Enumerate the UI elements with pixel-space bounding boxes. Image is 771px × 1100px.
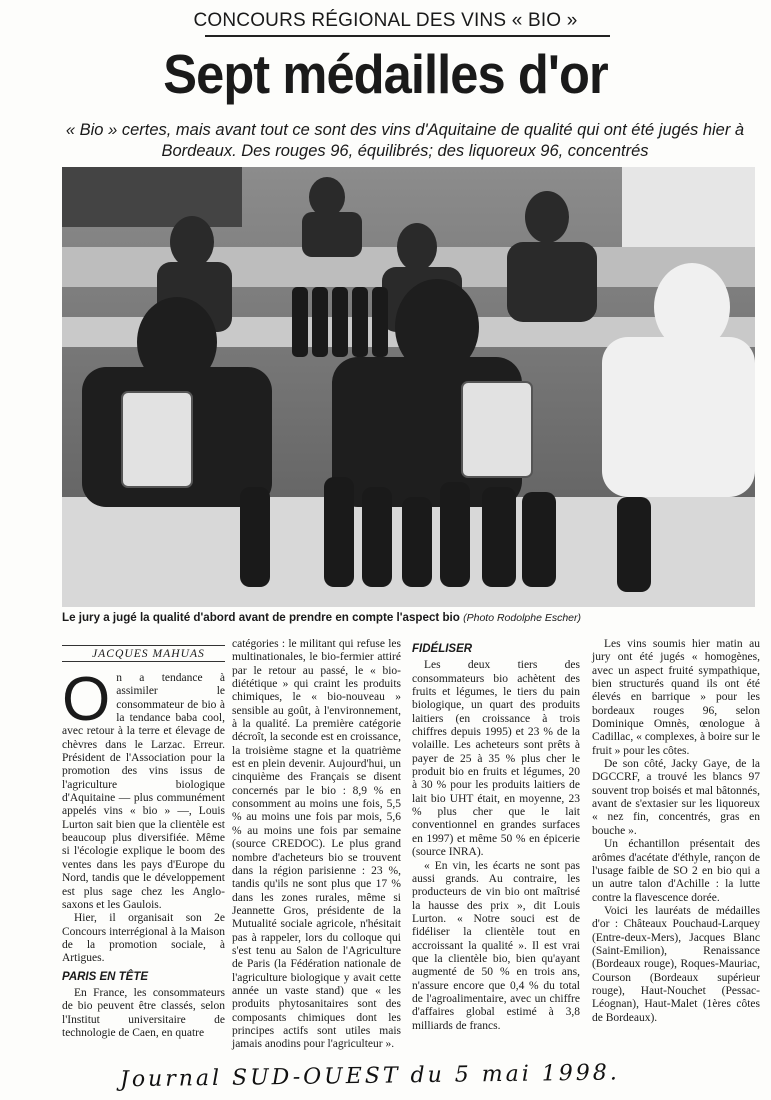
- kicker-rule: [205, 35, 610, 37]
- paragraph: Hier, il organisait son 2e Concours interrégional à la Maison de la promotion sociale, à Artigues.: [62, 912, 225, 965]
- photo-jury-tasting: [62, 167, 755, 607]
- byline: JACQUES MAHUAS: [62, 645, 225, 662]
- standfirst: « Bio » certes, mais avant tout ce sont des vins d'Aquitaine de qualité qui ont été jugés hier à Bordeaux. Des rouges 96, équilibrés; des liquoreux 96, concentrés: [65, 121, 745, 160]
- paragraph-long: En France, les consommateurs de bio peuvent être classés, selon l'Institut universitaire de technologie de Caen, en quatre: [62, 986, 225, 1039]
- column-1: [62, 665, 225, 1040]
- lead-paragraph: On a tendance à assimiler le consommateur de bio à la tendance baba cool, avec retour à la terre et élevage de chèvres dans le Larzac. Erreur. Président de l'Association pour la promotion des vins issus de l'agriculture biologique d'Aquitaine — plus communément appelés vins « bio » —, Louis Lurton sait bien que la clientèle est beaucoup plus diversifiée. Même si l'écologie explique le boom des ventes dans les pays d'Europe du Nord, tandis que le développement est plus sage chez les Anglo-saxons et les Gaulois.: [62, 665, 225, 911]
- photo-caption: [62, 611, 762, 624]
- headline: Sept médailles d'or: [163, 43, 608, 105]
- column-4: [592, 638, 760, 1025]
- column-2: [232, 638, 401, 1052]
- paragraph: De son côté, Jacky Gaye, de la DGCCRF, a trouvé les blancs 97 souvent trop boisés et mal bâtonnés, avant de s'extasier sur les liquoreux « nez fin, concentrés, gras en bouche ».: [592, 758, 760, 837]
- handwritten-source: Journal SUD-OUEST du 5 mai 1998.: [119, 1060, 620, 1093]
- paragraph: « En vin, les écarts ne sont pas aussi grands. Au contraire, les producteurs de vin bio ont maîtrisé la hausse des prix », dit Louis Lurton. « Notre souci est de fidéliser la clientèle tout en accroissant la qualité ». Il est vrai que la clientèle bio, bien qu'ayant augmenté de 50 % en trois ans, n'assure encore que 0,4 % du total de l'agroalimentaire, avec un chiffre d'affaires global estimé à 3,8 milliards de francs.: [412, 859, 580, 1032]
- subhead-fideliser: FIDÉLISER: [412, 643, 473, 655]
- paragraph: Un échantillon présentait des arômes d'acétate d'éthyle, rançon de l'usage faible de SO 2 en bio qui a un autre talon d'Achille : la lutte contre la flavescence dorée.: [592, 838, 760, 904]
- drop-cap: O: [62, 665, 111, 734]
- caption-text: Le jury a jugé la qualité d'abord avant de prendre en compte l'aspect bio: [62, 611, 460, 624]
- photo-credit: (Photo Rodolphe Escher): [463, 612, 582, 624]
- subhead-paris: PARIS EN TÊTE: [62, 970, 149, 983]
- column-3: [412, 638, 580, 1033]
- paragraph: Les deux tiers des consommateurs bio achètent des fruits et légumes, le tiers du pain biologique, un quart des produits laitiers (en croissance à trois chiffres depuis 1995) et 23 % de la volaille. Les acheteurs sont prêts à payer de 25 à 35 % plus cher le produit bio en fruits et légumes, 20 à 30 % pour les produits laitiers de lait bio UHT était, en moyenne, 23 % plus cher que le lait conventionnel en grandes surfaces en 1997) et même 50 % en épicerie (source INRA).: [412, 659, 580, 859]
- photo-illustration: [62, 167, 755, 607]
- paragraph: Voici les lauréats de médailles d'or : Châteaux Pouchaud-Larquey (Entre-deux-Mers), Jacques Blanc (Saint-Emilion), Renaissance (Bordeaux rouge), Roques-Mauriac, Courson (Bordeaux supérieur rouge), Haut-Nouchet (Pessac-Léognan), Haut-Malet (1ères côtes de Bordeaux).: [592, 904, 760, 1024]
- paragraph: Les vins soumis hier matin au jury ont été jugés « homogènes, avec un aspect fruité sympathique, bien structurés quand ils ont été élevés en barrique » pour les bordeaux rouges 96, selon Dominique Omnès, œnologue à Cadillac, « complexes, à boire sur le fruit » pour les côtes.: [592, 638, 760, 757]
- paragraph-continued: catégories : le militant qui refuse les multinationales, le bio-fermier attiré par le retour au passé, le « bio-diététique » qui craint les produits chimiques, le « bio-nouveau » sensible au goût, à l'environnement, à la qualité. La première catégorie décroît, la seconde est en croissance, la troisième stagne et la quatrième est en plein devenir. Aujourd'hui, un cinquième des Français se disent concernés par le bio : 8,9 % en consomment au moins une fois, 5,5 % au moins une fois par mois, 5,6 % au moins une fois par semaine (source CREDOC). Le plus grand nombre d'acheteurs bio se trouvent dans la région parisienne : 23 %, tandis qu'ils ne sont plus que 17 % dans les zones rurales, même si Jeannette Gros, présidente de la Mutualité sociale agricole, n'hésitait pas à rappeler, lors du colloque qui s'est tenu au Salon de l'Agriculture de Paris (la Fédération nationale de l'agriculture biologique y avait cette année un vaste stand) que « les produits phytosanitaires sont des composants chimiques dont les principes actifs sont utiles mais jamais anodins pour l'agriculteur ».: [232, 638, 401, 1051]
- kicker: CONCOURS RÉGIONAL DES VINS « BIO »: [193, 10, 578, 31]
